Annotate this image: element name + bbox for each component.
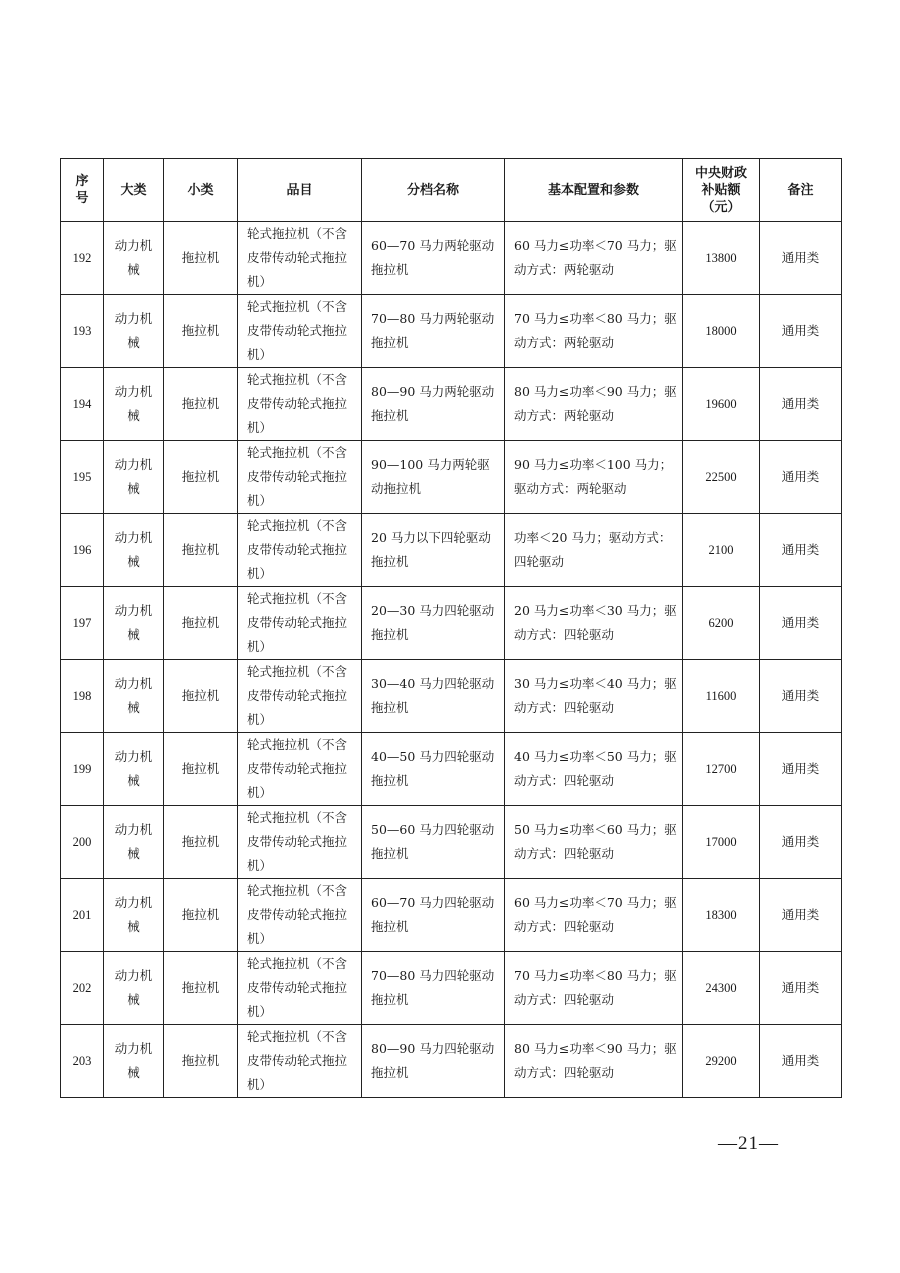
page-number: —21— [718,1133,779,1154]
cell-config: 70 马力≤功率＜80 马力；驱动方式：四轮驱动 [505,952,683,1025]
cell-tier-name: 60—70 马力四轮驱动拖拉机 [362,879,505,952]
cell-remark: 通用类 [760,733,842,806]
table-row [61,733,842,806]
cell-subsidy: 17000 [683,806,760,879]
cell-remark: 通用类 [760,222,842,295]
cell-config: 20 马力≤功率＜30 马力；驱动方式：四轮驱动 [505,587,683,660]
cell-seq: 192 [61,222,104,295]
cell-config: 50 马力≤功率＜60 马力；驱动方式：四轮驱动 [505,806,683,879]
cell-seq: 199 [61,733,104,806]
cell-subcategory: 拖拉机 [164,660,238,733]
cell-tier-name: 30—40 马力四轮驱动拖拉机 [362,660,505,733]
cell-category: 动力机械 [104,660,164,733]
cell-config: 功率＜20 马力；驱动方式：四轮驱动 [505,514,683,587]
cell-remark: 通用类 [760,295,842,368]
cell-remark: 通用类 [760,441,842,514]
cell-config: 30 马力≤功率＜40 马力；驱动方式：四轮驱动 [505,660,683,733]
cell-category: 动力机械 [104,806,164,879]
cell-tier-name: 70—80 马力四轮驱动拖拉机 [362,952,505,1025]
cell-item: 轮式拖拉机（不含皮带传动轮式拖拉机） [238,222,362,295]
cell-config: 80 马力≤功率＜90 马力；驱动方式：四轮驱动 [505,1025,683,1098]
cell-seq: 195 [61,441,104,514]
header-category: 大类 [104,159,164,222]
cell-seq: 193 [61,295,104,368]
cell-remark: 通用类 [760,879,842,952]
cell-subsidy: 18300 [683,879,760,952]
cell-tier-name: 60—70 马力两轮驱动拖拉机 [362,222,505,295]
cell-tier-name: 70—80 马力两轮驱动拖拉机 [362,295,505,368]
cell-subsidy: 24300 [683,952,760,1025]
cell-category: 动力机械 [104,879,164,952]
cell-category: 动力机械 [104,441,164,514]
cell-subcategory: 拖拉机 [164,806,238,879]
table-row [61,514,842,587]
table-row [61,587,842,660]
cell-seq: 203 [61,1025,104,1098]
cell-remark: 通用类 [760,952,842,1025]
cell-subsidy: 2100 [683,514,760,587]
cell-item: 轮式拖拉机（不含皮带传动轮式拖拉机） [238,952,362,1025]
cell-remark: 通用类 [760,514,842,587]
cell-seq: 198 [61,660,104,733]
cell-subcategory: 拖拉机 [164,1025,238,1098]
cell-item: 轮式拖拉机（不含皮带传动轮式拖拉机） [238,660,362,733]
table-row [61,1025,842,1098]
header-remark: 备注 [760,159,842,222]
cell-remark: 通用类 [760,587,842,660]
header-subsidy: 中央财政补贴额（元） [683,159,760,222]
table-row [61,660,842,733]
cell-category: 动力机械 [104,222,164,295]
cell-remark: 通用类 [760,806,842,879]
header-config: 基本配置和参数 [505,159,683,222]
cell-config: 70 马力≤功率＜80 马力；驱动方式：两轮驱动 [505,295,683,368]
cell-category: 动力机械 [104,368,164,441]
cell-category: 动力机械 [104,952,164,1025]
cell-category: 动力机械 [104,1025,164,1098]
cell-item: 轮式拖拉机（不含皮带传动轮式拖拉机） [238,1025,362,1098]
cell-subsidy: 19600 [683,368,760,441]
table-row [61,368,842,441]
cell-item: 轮式拖拉机（不含皮带传动轮式拖拉机） [238,514,362,587]
header-tier-name: 分档名称 [362,159,505,222]
cell-subsidy: 11600 [683,660,760,733]
table-body [61,222,842,1098]
cell-subsidy: 6200 [683,587,760,660]
cell-subsidy: 12700 [683,733,760,806]
cell-seq: 201 [61,879,104,952]
cell-config: 60 马力≤功率＜70 马力；驱动方式：四轮驱动 [505,879,683,952]
cell-item: 轮式拖拉机（不含皮带传动轮式拖拉机） [238,879,362,952]
cell-seq: 202 [61,952,104,1025]
cell-seq: 197 [61,587,104,660]
table-row [61,952,842,1025]
cell-tier-name: 20 马力以下四轮驱动拖拉机 [362,514,505,587]
cell-subsidy: 13800 [683,222,760,295]
cell-subsidy: 22500 [683,441,760,514]
cell-tier-name: 50—60 马力四轮驱动拖拉机 [362,806,505,879]
cell-item: 轮式拖拉机（不含皮带传动轮式拖拉机） [238,368,362,441]
cell-subsidy: 18000 [683,295,760,368]
cell-tier-name: 80—90 马力四轮驱动拖拉机 [362,1025,505,1098]
cell-tier-name: 90—100 马力两轮驱动拖拉机 [362,441,505,514]
cell-config: 60 马力≤功率＜70 马力；驱动方式：两轮驱动 [505,222,683,295]
cell-remark: 通用类 [760,660,842,733]
cell-category: 动力机械 [104,514,164,587]
subsidy-table [60,158,842,1098]
cell-subsidy: 29200 [683,1025,760,1098]
cell-remark: 通用类 [760,368,842,441]
header-subcategory: 小类 [164,159,238,222]
table-row [61,806,842,879]
cell-subcategory: 拖拉机 [164,952,238,1025]
cell-subcategory: 拖拉机 [164,587,238,660]
cell-subcategory: 拖拉机 [164,441,238,514]
cell-seq: 196 [61,514,104,587]
cell-tier-name: 80—90 马力两轮驱动拖拉机 [362,368,505,441]
table-row [61,441,842,514]
cell-item: 轮式拖拉机（不含皮带传动轮式拖拉机） [238,441,362,514]
header-item: 品目 [238,159,362,222]
cell-config: 90 马力≤功率＜100 马力；驱动方式：两轮驱动 [505,441,683,514]
cell-tier-name: 40—50 马力四轮驱动拖拉机 [362,733,505,806]
table-row [61,879,842,952]
cell-item: 轮式拖拉机（不含皮带传动轮式拖拉机） [238,295,362,368]
cell-item: 轮式拖拉机（不含皮带传动轮式拖拉机） [238,587,362,660]
cell-category: 动力机械 [104,587,164,660]
cell-remark: 通用类 [760,1025,842,1098]
cell-seq: 194 [61,368,104,441]
cell-subcategory: 拖拉机 [164,514,238,587]
cell-tier-name: 20—30 马力四轮驱动拖拉机 [362,587,505,660]
cell-subcategory: 拖拉机 [164,733,238,806]
table-row [61,295,842,368]
cell-subcategory: 拖拉机 [164,879,238,952]
header-seq: 序号 [61,159,104,222]
cell-subcategory: 拖拉机 [164,295,238,368]
table-header-row [61,159,842,222]
cell-seq: 200 [61,806,104,879]
cell-config: 80 马力≤功率＜90 马力；驱动方式：两轮驱动 [505,368,683,441]
table-row [61,222,842,295]
cell-item: 轮式拖拉机（不含皮带传动轮式拖拉机） [238,806,362,879]
cell-subcategory: 拖拉机 [164,368,238,441]
cell-category: 动力机械 [104,295,164,368]
cell-category: 动力机械 [104,733,164,806]
cell-item: 轮式拖拉机（不含皮带传动轮式拖拉机） [238,733,362,806]
cell-subcategory: 拖拉机 [164,222,238,295]
cell-config: 40 马力≤功率＜50 马力；驱动方式：四轮驱动 [505,733,683,806]
